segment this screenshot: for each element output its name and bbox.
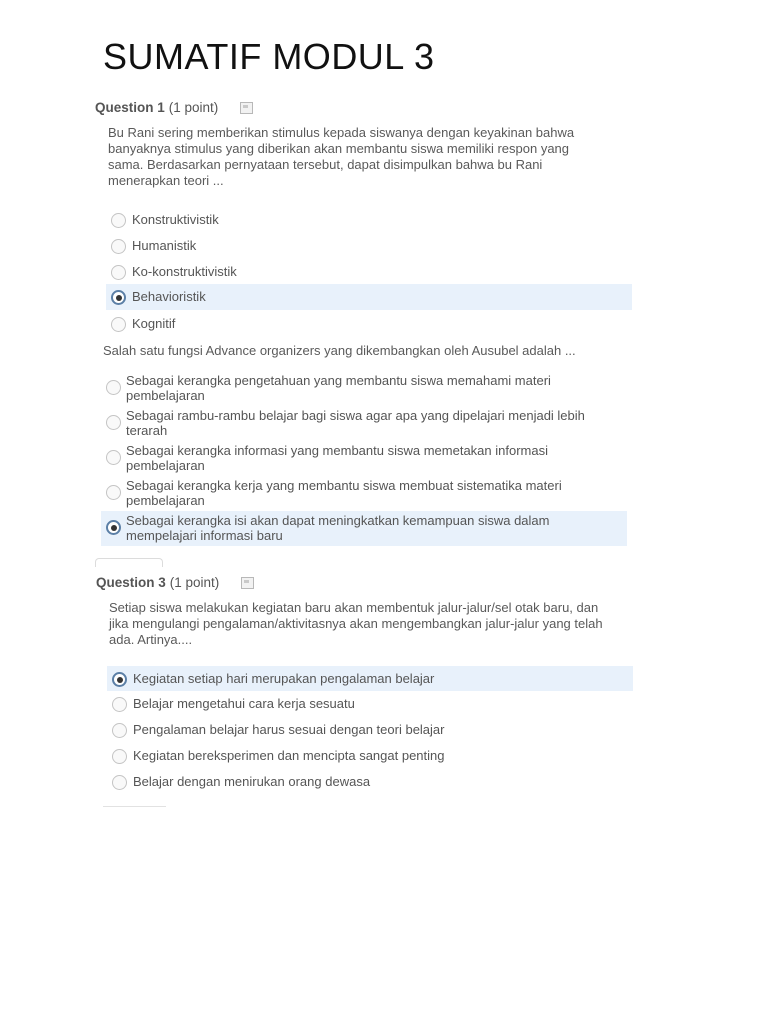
answer-option-label: Kognitif <box>132 316 176 331</box>
answer-option[interactable] <box>107 717 633 743</box>
answer-option[interactable] <box>101 406 627 441</box>
radio-button[interactable] <box>106 415 121 430</box>
question-1-text <box>108 125 574 189</box>
radio-button[interactable] <box>106 485 121 500</box>
radio-button[interactable] <box>111 265 126 280</box>
question-text-line: jika mengulangi pengalaman/aktivitasnya akan mengembangkan jalur-jalur yang telah <box>109 616 603 631</box>
answer-option[interactable] <box>107 743 633 769</box>
answer-option[interactable] <box>106 207 632 233</box>
radio-button-checked[interactable] <box>111 290 126 305</box>
radio-button-checked[interactable] <box>106 520 121 535</box>
answer-option-selected[interactable] <box>106 284 632 310</box>
answer-option[interactable] <box>106 310 632 336</box>
answer-option[interactable] <box>106 259 632 284</box>
radio-button-checked[interactable] <box>112 672 127 687</box>
answer-option[interactable] <box>101 476 627 511</box>
save-button-edge[interactable] <box>95 558 163 567</box>
radio-button[interactable] <box>112 749 127 764</box>
answer-option-label: Belajar dengan menirukan orang dewasa <box>133 774 371 789</box>
answer-option-line: terarah <box>126 423 168 438</box>
answer-option-line: Sebagai kerangka isi akan dapat meningkatkan kemampuan siswa dalam <box>126 513 550 528</box>
answer-option[interactable] <box>106 233 632 259</box>
answer-option[interactable] <box>101 371 627 406</box>
question-3-options <box>107 666 633 795</box>
answer-option-selected[interactable] <box>107 666 633 691</box>
question-text-line: sama. Berdasarkan pernyataan tersebut, dapat disimpulkan bahwa bu Rani <box>108 157 543 172</box>
answer-option[interactable] <box>107 769 633 795</box>
question-2-options <box>101 371 627 546</box>
answer-option-label: Pengalaman belajar harus sesuai dengan teori belajar <box>133 722 445 737</box>
question-2-text: Salah satu fungsi Advance organizers yang dikembangkan oleh Ausubel adalah ... <box>103 343 576 358</box>
question-text-line: banyaknya stimulus yang diberikan akan membantu siswa memiliki respon yang <box>108 141 570 156</box>
question-3-header <box>96 575 254 590</box>
radio-button[interactable] <box>106 450 121 465</box>
answer-option-label: Kegiatan setiap hari merupakan pengalaman belajar <box>133 671 435 686</box>
question-1-header <box>95 100 253 115</box>
answer-option-label: Belajar mengetahui cara kerja sesuatu <box>133 696 355 711</box>
answer-option[interactable] <box>107 691 633 717</box>
radio-button[interactable] <box>112 697 127 712</box>
answer-option-label <box>126 478 562 508</box>
question-text-line: Setiap siswa melakukan kegiatan baru akan membentuk jalur-jalur/sel otak baru, dan <box>109 600 599 615</box>
question-3-text <box>109 600 603 648</box>
question-text-line: menerapkan teori ... <box>108 173 224 188</box>
question-3-label: Question 3 <box>96 575 166 590</box>
radio-button[interactable] <box>112 775 127 790</box>
answer-option-label <box>126 513 549 543</box>
radio-button[interactable] <box>111 239 126 254</box>
answer-option-line: Sebagai kerangka pengetahuan yang membantu siswa memahami materi <box>126 373 551 388</box>
bookmark-flag-icon[interactable] <box>240 102 253 114</box>
answer-option-label: Ko-konstruktivistik <box>132 264 237 279</box>
question-1-options <box>106 207 632 336</box>
answer-option[interactable] <box>101 441 627 476</box>
radio-button[interactable] <box>106 380 121 395</box>
divider <box>103 806 166 807</box>
answer-option-line: Sebagai kerangka kerja yang membantu siswa membuat sistematika materi <box>126 478 562 493</box>
answer-option-line: pembelajaran <box>126 493 205 508</box>
answer-option-label <box>126 408 585 438</box>
answer-option-line: mempelajari informasi baru <box>126 528 283 543</box>
question-1-label: Question 1 <box>95 100 165 115</box>
question-1-points: (1 point) <box>168 100 219 115</box>
answer-option-line: pembelajaran <box>126 388 205 403</box>
bookmark-flag-icon[interactable] <box>241 577 254 589</box>
question-text-line: Bu Rani sering memberikan stimulus kepada siswanya dengan keyakinan bahwa <box>108 125 575 140</box>
answer-option-selected[interactable] <box>101 511 627 546</box>
answer-option-label: Kegiatan bereksperimen dan mencipta sangat penting <box>133 748 445 763</box>
answer-option-label <box>126 373 551 403</box>
answer-option-label: Humanistik <box>132 238 197 253</box>
page-title: SUMATIF MODUL 3 <box>103 36 435 77</box>
question-text-line: ada. Artinya.... <box>109 632 193 647</box>
question-3-points: (1 point) <box>169 575 220 590</box>
answer-option-line: Sebagai kerangka informasi yang membantu siswa memetakan informasi <box>126 443 548 458</box>
answer-option-label <box>126 443 548 473</box>
radio-button[interactable] <box>112 723 127 738</box>
answer-option-label: Behavioristik <box>132 289 206 304</box>
radio-button[interactable] <box>111 317 126 332</box>
answer-option-line: Sebagai rambu-rambu belajar bagi siswa agar apa yang dipelajari menjadi lebih <box>126 408 585 423</box>
answer-option-label: Konstruktivistik <box>132 212 219 227</box>
radio-button[interactable] <box>111 213 126 228</box>
answer-option-line: pembelajaran <box>126 458 205 473</box>
